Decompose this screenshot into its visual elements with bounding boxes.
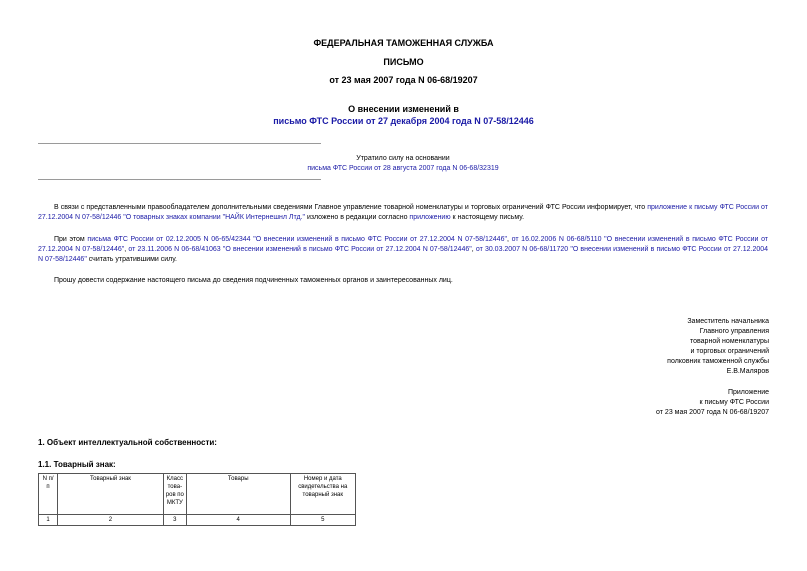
body-paragraph-2 — [38, 235, 768, 265]
p2-text-a: При этом — [54, 236, 88, 243]
status-divider-bottom — [38, 179, 321, 180]
p2-text-end: считать утратившими силу. — [86, 256, 178, 263]
appendix-line-3: от 23 мая 2007 года N 06-68/19207 — [656, 409, 769, 416]
p2-sep-2: , — [124, 246, 129, 253]
table-header-row — [39, 474, 356, 515]
subject-line: О внесении изменений в — [348, 104, 459, 114]
document-type: ПИСЬМО — [383, 57, 424, 67]
signature-block — [667, 317, 769, 377]
col-header-mark: Товарный знак — [58, 474, 164, 515]
appendix-block — [656, 388, 769, 418]
status-link[interactable]: письма ФТС России от 28 августа 2007 года N 06-68/32319 — [307, 165, 499, 172]
p1-text-a: В связи с представленными правообладателем дополнительными сведениями Главное управление товарной номенклатуры и торговых ограничений ФТС России информирует, что — [54, 204, 648, 211]
agency-title: ФЕДЕРАЛЬНАЯ ТАМОЖЕННАЯ СЛУЖБА — [313, 38, 494, 48]
document-date-number: от 23 мая 2007 года N 06-68/19207 — [329, 75, 478, 85]
p2-sep-3: , — [471, 246, 476, 253]
section-1-heading: 1. Объект интеллектуальной собственности: — [38, 438, 217, 447]
signature-name: Е.В.Маляров — [726, 368, 769, 375]
appendix-line-1: Приложение — [727, 389, 769, 396]
appendix-line-2: к письму ФТС России — [699, 399, 769, 406]
p2-link-4[interactable]: от 30.03.2007 N 06-68/11720 "О внесении изменений в письмо ФТС России от 27.12.2004 N 07-58/12446" — [38, 246, 769, 263]
p1-text-c: к настоящему письму. — [450, 214, 525, 221]
section-1-1-heading: 1.1. Товарный знак: — [38, 460, 116, 469]
signature-line-1: Заместитель начальника — [687, 318, 769, 325]
p1-link-appendix[interactable]: приложение к письму ФТС России от 27.12.2004 N 07-58/12446 "О товарных знаках компании "НАЙК Интернешнл Лтд." — [38, 204, 768, 221]
col-header-cert: Номер и дата свидетельства на товарный знак — [290, 474, 355, 515]
table-cell: 1 — [39, 515, 58, 526]
table-row — [39, 515, 356, 526]
p2-link-2[interactable]: от 16.02.2006 N 06-68/5110 "О внесении изменений в письмо ФТС России от 27.12.2004 N 07-58/12446" — [38, 236, 769, 253]
trademark-table — [38, 473, 356, 526]
p2-link-1[interactable]: письма ФТС России от 02.12.2005 N 06-65/42344 "О внесении изменений в письмо ФТС России от 27.12.2004 N 07-58/12446" — [87, 236, 507, 243]
p2-link-3[interactable]: от 23.11.2006 N 06-68/41063 "О внесении изменений в письмо ФТС России от 27.12.2004 N 07-58/12446" — [128, 246, 472, 253]
status-divider-top — [38, 143, 321, 144]
table-cell: 4 — [186, 515, 290, 526]
table-cell: 5 — [290, 515, 355, 526]
p1-text-b: изложено в редакции согласно — [305, 214, 410, 221]
body-paragraph-3: Прошу довести содержание настоящего письма до сведения подчиненных таможенных органов и заинтересованных лиц. — [54, 277, 453, 284]
table-cell: 3 — [163, 515, 186, 526]
col-header-num: N п/п — [39, 474, 58, 515]
signature-line-5: полковник таможенной службы — [667, 358, 769, 365]
p2-sep-1: , — [506, 236, 512, 243]
body-paragraph-1 — [38, 203, 768, 223]
signature-line-4: и торговых ограничений — [690, 348, 769, 355]
col-header-mktu: Класс това- ров по МКТУ — [163, 474, 186, 515]
p1-link-attachment[interactable]: приложению — [409, 214, 451, 221]
col-header-goods: Товары — [186, 474, 290, 515]
signature-line-3: товарной номенклатуры — [690, 338, 769, 345]
subject-link[interactable]: письмо ФТС России от 27 декабря 2004 года N 07-58/12446 — [273, 116, 534, 126]
signature-line-2: Главного управления — [699, 328, 769, 335]
status-text: Утратило силу на основании — [356, 155, 450, 162]
table-cell: 2 — [58, 515, 164, 526]
